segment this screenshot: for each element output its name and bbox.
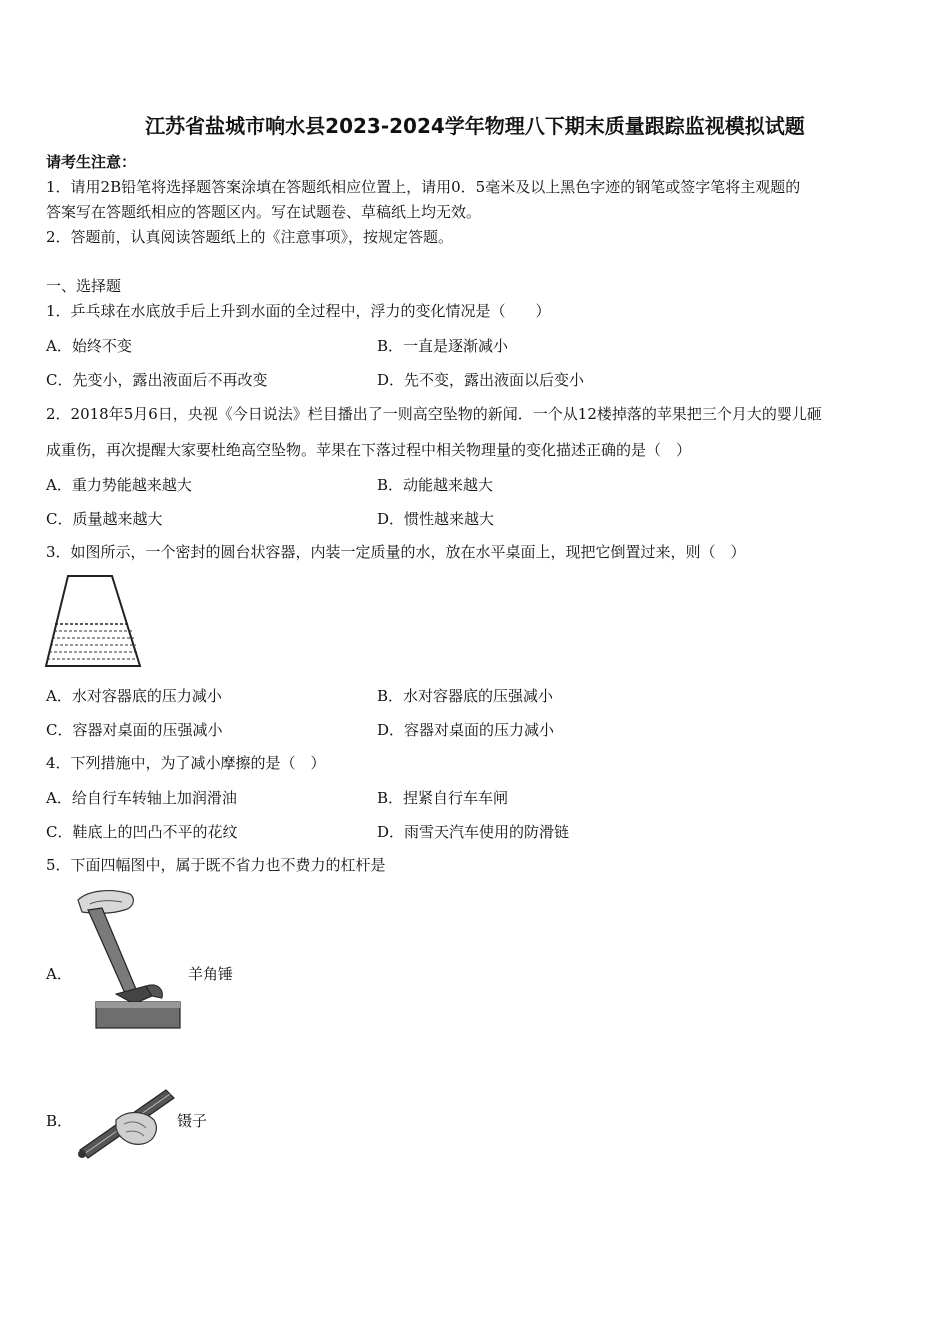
question-3-option-d[interactable]: D．容器对桌面的压力减小 bbox=[377, 721, 555, 739]
question-2-option-b[interactable]: B．动能越来越大 bbox=[377, 476, 494, 494]
question-2-stem-line-1: 2．2018年5月6日，央视《今日说法》栏目播出了一则高空坠物的新闻．一个从12楼掉落的苹果把三个月大的婴儿砸 bbox=[46, 405, 822, 423]
question-3-option-c[interactable]: C．容器对桌面的压强减小 bbox=[46, 721, 223, 739]
question-4-option-c[interactable]: C．鞋底上的凹凸不平的花纹 bbox=[46, 823, 238, 841]
question-3-option-a[interactable]: A．水对容器底的压力减小 bbox=[46, 687, 222, 705]
page-title: 江苏省盐城市响水县2023-2024学年物理八下期末质量跟踪监视模拟试题 bbox=[145, 114, 805, 138]
section-heading: 一、选择题 bbox=[46, 277, 122, 295]
question-4-option-b[interactable]: B．捏紧自行车车闸 bbox=[377, 789, 509, 807]
notice-item-2: 2．答题前，认真阅读答题纸上的《注意事项》，按规定答题。 bbox=[46, 228, 454, 246]
frustum-container-figure bbox=[42, 572, 146, 670]
question-3-option-b[interactable]: B．水对容器底的压强减小 bbox=[377, 687, 554, 705]
question-1-stem: 1．乒乓球在水底放手后上升到水面的全过程中，浮力的变化情况是（ ） bbox=[46, 302, 551, 320]
question-1-option-d[interactable]: D．先不变，露出液面以后变小 bbox=[377, 371, 585, 389]
question-4-option-a[interactable]: A．给自行车转轴上加润滑油 bbox=[46, 789, 237, 807]
question-5-option-a-caption: 羊角锤 bbox=[188, 965, 234, 983]
question-2-option-d[interactable]: D．惯性越来越大 bbox=[377, 510, 495, 528]
question-2-option-c[interactable]: C．质量越来越大 bbox=[46, 510, 163, 528]
question-1-option-c[interactable]: C．先变小，露出液面后不再改变 bbox=[46, 371, 268, 389]
question-5-option-a-label[interactable]: A． bbox=[46, 965, 72, 983]
question-2-stem-line-2: 成重伤，再次提醒大家要杜绝高空坠物。苹果在下落过程中相关物理量的变化描述正确的是（ ） bbox=[46, 441, 692, 459]
question-4-stem: 4．下列措施中，为了减小摩擦的是（ ） bbox=[46, 754, 326, 772]
notice-item-1-line-2: 答案写在答题纸相应的答题区内。写在试题卷、草稿纸上均无效。 bbox=[46, 203, 482, 221]
question-5-option-b-caption: 镊子 bbox=[177, 1112, 208, 1130]
claw-hammer-figure bbox=[72, 886, 182, 1032]
question-5-option-b-label[interactable]: B． bbox=[46, 1112, 73, 1130]
question-5-stem: 5．下面四幅图中，属于既不省力也不费力的杠杆是 bbox=[46, 856, 386, 874]
tweezers-figure bbox=[74, 1080, 178, 1164]
question-2-option-a[interactable]: A．重力势能越来越大 bbox=[46, 476, 192, 494]
question-4-option-d[interactable]: D．雨雪天汽车使用的防滑链 bbox=[377, 823, 570, 841]
question-1-option-b[interactable]: B．一直是逐渐减小 bbox=[377, 337, 509, 355]
notice-item-1-line-1: 1．请用2B铅笔将选择题答案涂填在答题纸相应位置上，请用0．5毫米及以上黑色字迹的钢笔或签字笔将主观题的 bbox=[46, 178, 801, 196]
notice-heading: 请考生注意： bbox=[46, 153, 137, 171]
question-1-option-a[interactable]: A．始终不变 bbox=[46, 337, 132, 355]
question-3-stem: 3．如图所示，一个密封的圆台状容器，内装一定质量的水，放在水平桌面上，现把它倒置过来，则（ ） bbox=[46, 543, 746, 561]
